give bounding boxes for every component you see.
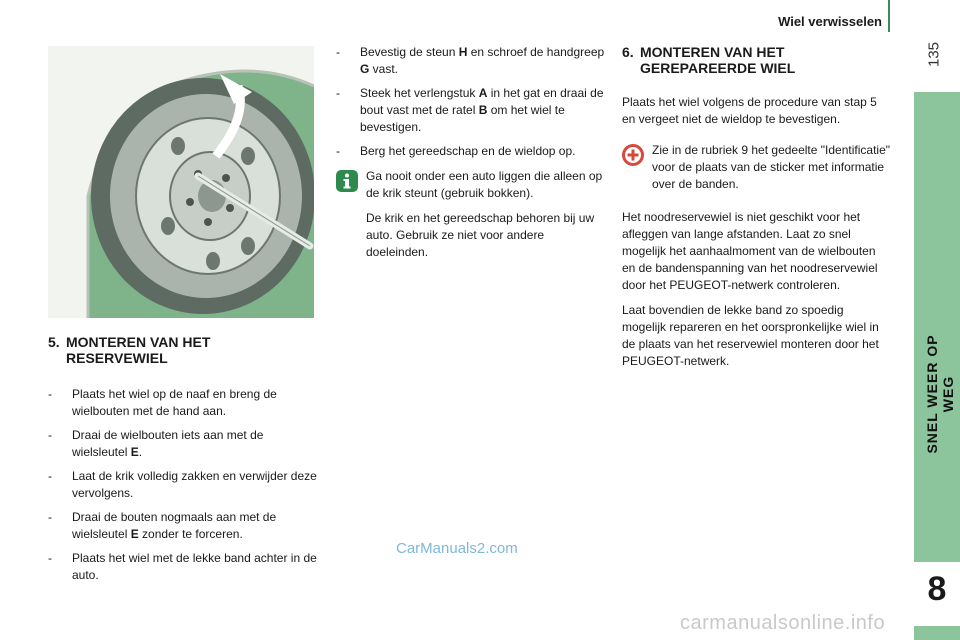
chapter-number: 8 (927, 570, 947, 608)
list-item: - Plaats het wiel op de naaf en breng de wielbouten met de hand aan. (48, 387, 277, 418)
wheel-illustration (48, 46, 314, 318)
chapter-side-label: SNEL WEER OP WEG (924, 334, 956, 454)
middle-column (336, 44, 608, 269)
section-5-title-line2: RESERVEWIEL (66, 350, 168, 366)
list-item: - Steek het verlengstuk A in het gat en draai de bout vast met de ratel B om het wiel te bevestigen. (336, 86, 604, 134)
section-6 (622, 44, 890, 378)
chapter-number-box (914, 564, 960, 624)
info-icon (336, 170, 358, 192)
wheel-drawing (48, 46, 314, 318)
info-note-text-1: Ga nooit onder een auto liggen die alleen op de krik steunt (gebruik bokken). (366, 169, 603, 200)
list-item: - Draai de wielbouten iets aan met de wielsleutel E. (48, 428, 264, 459)
list-item: - Laat de krik volledig zakken en verwijder deze vervolgens. (48, 469, 317, 500)
section-5 (48, 334, 318, 591)
list-item: - Draai de bouten nogmaals aan met de wielsleutel E zonder te forceren. (48, 510, 277, 541)
section-5-number: 5. (48, 334, 60, 350)
plus-icon (622, 144, 644, 166)
section-6-number: 6. (622, 44, 634, 60)
info-note-text-2: De krik en het gereedschap behoren bij uw auto. Gebruik ze niet voor andere doeleinden. (366, 211, 595, 259)
header-rule (888, 0, 890, 32)
watermark-carmanualsonline: carmanualsonline.info (680, 612, 886, 634)
section-5-title-line1: MONTEREN VAN HET (66, 334, 211, 350)
section-6-title-line1: MONTEREN VAN HET (640, 44, 785, 60)
tool-steps (336, 44, 608, 160)
reference-note-text: Zie in de rubriek 9 het gedeelte "Identificatie" voor de plaats van de sticker met informatie over de banden. (652, 143, 890, 191)
section-6-title-line2: GEREPAREERDE WIEL (640, 60, 796, 76)
section-6-heading (622, 44, 890, 76)
reference-note (622, 142, 890, 193)
list-item: - Bevestig de steun H en schroef de handgreep G vast. (336, 45, 605, 76)
spare-wheel-paragraph: Het noodreservewiel is niet geschikt voor het afleggen van lange afstanden. Laat zo snel mogelijk het aanhaalmoment van de wielbouten en de bandenspanning van het noodreservewiel door het PEUGEOT-netwerk controleren. (622, 210, 878, 292)
section-6-intro: Plaats het wiel volgens de procedure van stap 5 en vergeet niet de wieldop te bevestigen. (622, 95, 877, 126)
info-note (336, 168, 608, 261)
chapter-side-tab-bottom (914, 626, 960, 640)
watermark-carmanuals2: CarManuals2.com (396, 540, 518, 557)
page-header-title: Wiel verwisselen (778, 14, 882, 29)
list-item: - Berg het gereedschap en de wieldop op. (336, 144, 576, 158)
page-number: 135 (925, 41, 943, 68)
repair-paragraph: Laat bovendien de lekke band zo spoedig mogelijk repareren en het oorspronkelijke wiel in de plaats van het reservewiel monteren door het PEUGEOT-netwerk. (622, 303, 879, 368)
list-item: - Plaats het wiel met de lekke band achter in de auto. (48, 551, 317, 582)
section-5-heading (48, 334, 318, 366)
section-5-steps (48, 386, 318, 584)
